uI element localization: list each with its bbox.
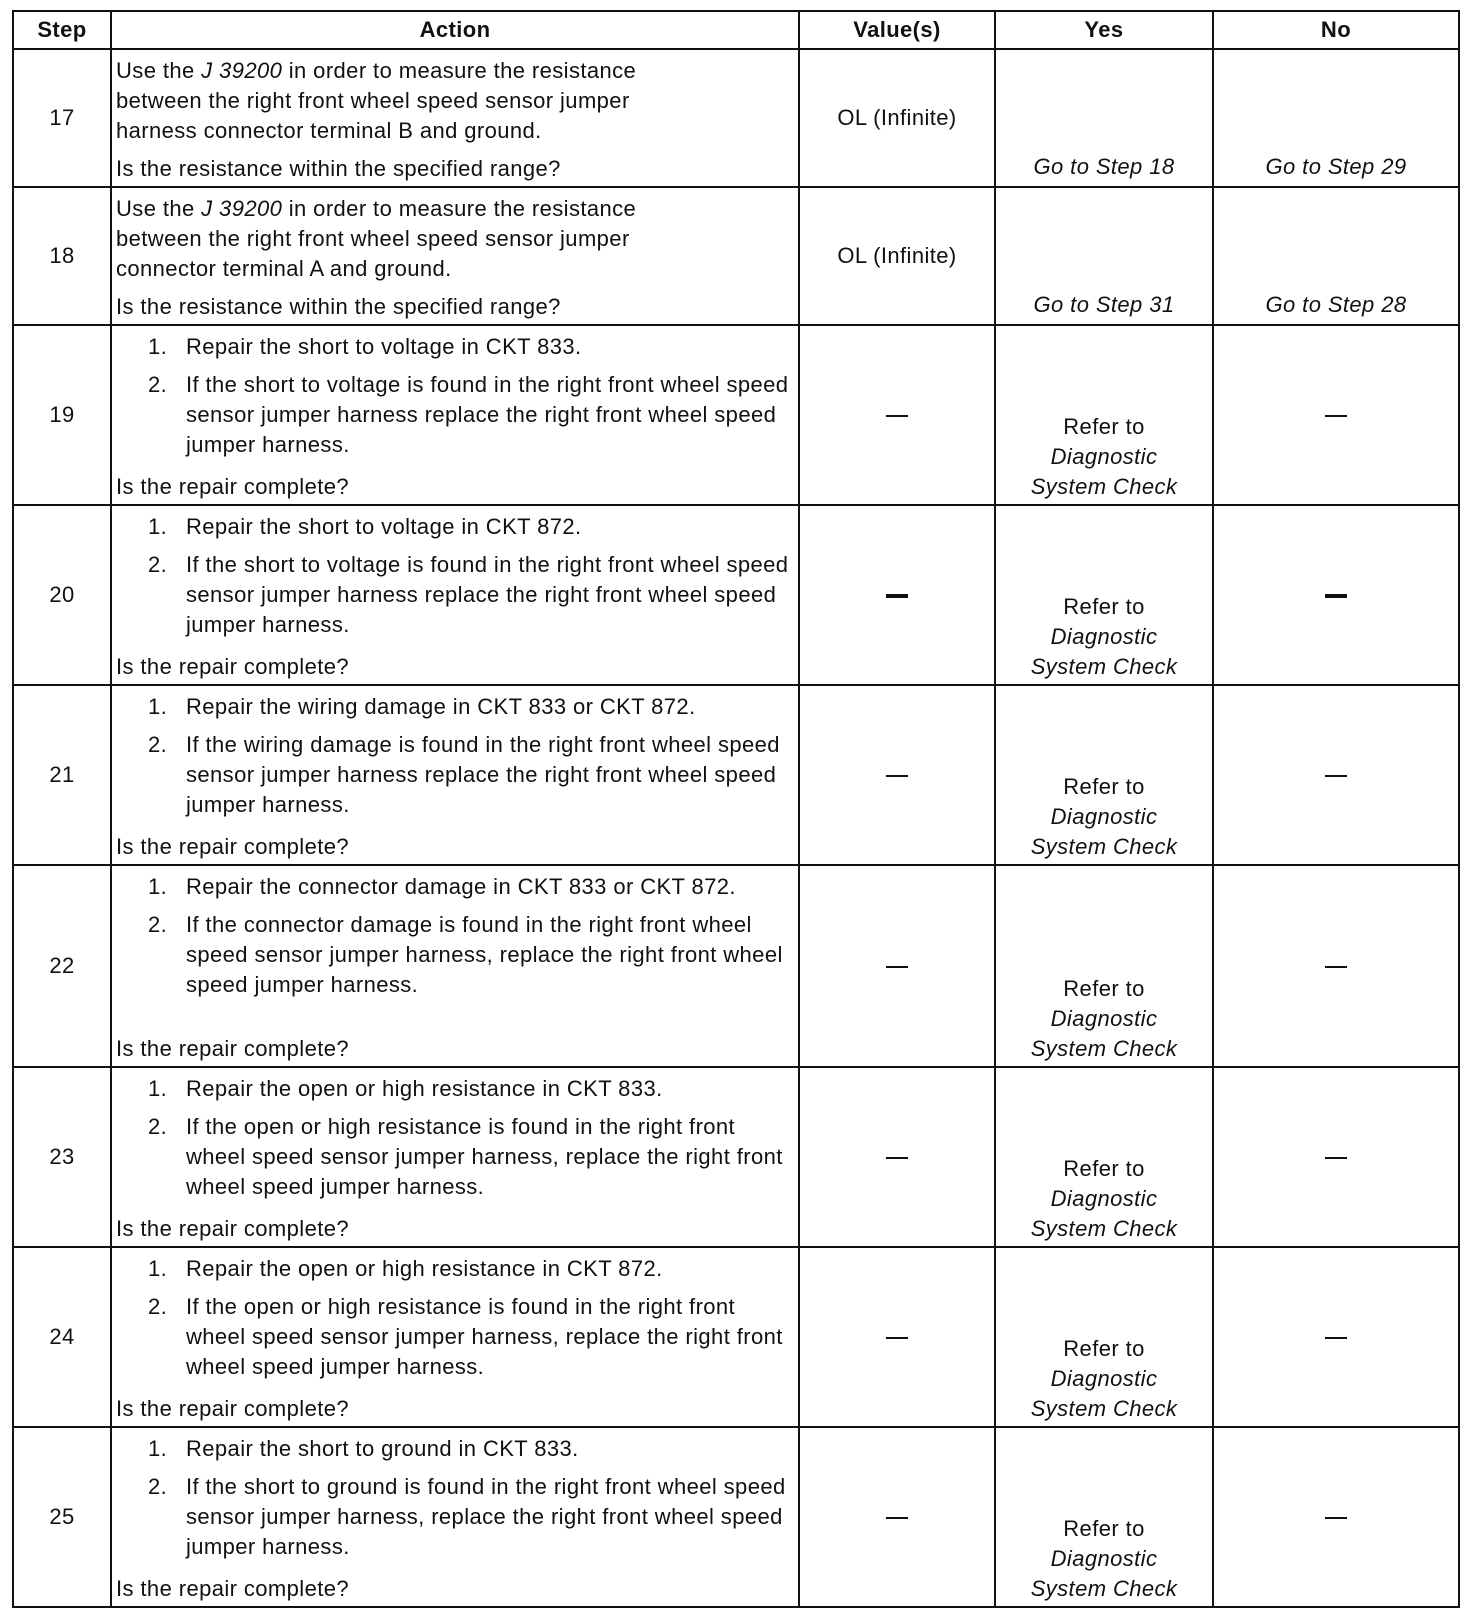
action-line: Use the J 39200 in order to measure the resistance	[116, 196, 637, 221]
table-row	[13, 1067, 1459, 1247]
value-cell	[799, 1427, 995, 1607]
yes-goto: Go to Step 18	[1033, 154, 1175, 179]
question-text: Is the resistance within the specified range?	[116, 294, 561, 319]
action-item: 2. If the wiring damage is found in the right front wheel speed sensor jumper harness replace the right front wheel speed jumper harness.	[148, 732, 780, 817]
action-line: between the right front wheel speed sensor jumper	[116, 88, 630, 113]
dash-mark	[886, 415, 908, 417]
step-number: 17	[13, 49, 111, 187]
step-number: 20	[13, 505, 111, 685]
value-cell	[799, 1247, 995, 1427]
no-cell	[1213, 49, 1459, 187]
table-row	[13, 187, 1459, 325]
action-line: harness connector terminal B and ground.	[116, 118, 542, 143]
no-cell	[1213, 685, 1459, 865]
dash-mark	[886, 594, 908, 598]
action-item: 1. Repair the short to voltage in CKT 833.	[148, 334, 582, 359]
dash-mark	[886, 1517, 908, 1519]
header-row	[13, 11, 1459, 49]
action-item: 2. If the short to voltage is found in the right front wheel speed sensor jumper harness replace the right front wheel speed jumper harness.	[148, 372, 789, 457]
value-cell	[799, 1067, 995, 1247]
question-text: Is the repair complete?	[116, 834, 349, 859]
action-line: Use the J 39200 in order to measure the resistance	[116, 58, 637, 83]
header-values: Value(s)	[799, 11, 995, 49]
header-action: Action	[111, 11, 799, 49]
yes-cell: Refer to Diagnostic System Check	[995, 685, 1213, 865]
yes-cell: Refer to Diagnostic System Check	[995, 505, 1213, 685]
step-number: 21	[13, 685, 111, 865]
action-line: connector terminal A and ground.	[116, 256, 452, 281]
yes-goto: Go to Step 31	[1033, 292, 1175, 317]
dash-mark	[1325, 966, 1347, 968]
no-goto: Go to Step 29	[1265, 154, 1407, 179]
diagnostic-table	[12, 10, 1460, 1608]
dash-mark	[886, 966, 908, 968]
value-cell	[799, 505, 995, 685]
no-cell	[1213, 505, 1459, 685]
table-row	[13, 1247, 1459, 1427]
action-item: 2. If the open or high resistance is found in the right front wheel speed sensor jumper harness, replace the right front wheel speed jumper harness.	[148, 1294, 783, 1379]
action-cell	[111, 49, 799, 187]
dash-mark	[1325, 594, 1347, 598]
action-item: 1. Repair the short to ground in CKT 833.	[148, 1436, 579, 1461]
yes-cell: Refer to Diagnostic System Check	[995, 865, 1213, 1067]
action-item: 1. Repair the connector damage in CKT 833 or CKT 872.	[148, 874, 736, 899]
action-line: between the right front wheel speed sensor jumper	[116, 226, 630, 251]
header-yes: Yes	[995, 11, 1213, 49]
yes-cell: Refer to Diagnostic System Check	[995, 1427, 1213, 1607]
action-cell	[111, 865, 799, 1067]
dash-mark	[1325, 1337, 1347, 1339]
step-number: 19	[13, 325, 111, 505]
question-text: Is the repair complete?	[116, 654, 349, 679]
dash-mark	[886, 775, 908, 777]
action-item: 2. If the open or high resistance is found in the right front wheel speed sensor jumper harness, replace the right front wheel speed jumper harness.	[148, 1114, 783, 1199]
action-item: 2. If the connector damage is found in the right front wheel speed sensor jumper harness, replace the right front wheel speed jumper harness.	[148, 912, 783, 997]
yes-cell: Refer to Diagnostic System Check	[995, 325, 1213, 505]
action-cell	[111, 325, 799, 505]
table-row	[13, 325, 1459, 505]
question-text: Is the repair complete?	[116, 1036, 349, 1061]
table-row	[13, 685, 1459, 865]
header-step: Step	[13, 11, 111, 49]
question-text: Is the repair complete?	[116, 474, 349, 499]
action-item: 1. Repair the short to voltage in CKT 872.	[148, 514, 582, 539]
action-cell	[111, 505, 799, 685]
dash-mark	[886, 1337, 908, 1339]
value-cell	[799, 325, 995, 505]
no-cell	[1213, 187, 1459, 325]
step-number: 22	[13, 865, 111, 1067]
question-text: Is the resistance within the specified range?	[116, 156, 561, 181]
no-cell	[1213, 325, 1459, 505]
header-no: No	[1213, 11, 1459, 49]
dash-mark	[1325, 775, 1347, 777]
action-item: 2. If the short to ground is found in the right front wheel speed sensor jumper harness, replace the right front wheel speed jumper harness.	[148, 1474, 786, 1559]
question-text: Is the repair complete?	[116, 1576, 349, 1601]
table-row	[13, 505, 1459, 685]
value-cell	[799, 865, 995, 1067]
dash-mark	[1325, 1517, 1347, 1519]
question-text: Is the repair complete?	[116, 1396, 349, 1421]
dash-mark	[1325, 1157, 1347, 1159]
step-number: 23	[13, 1067, 111, 1247]
step-number: 24	[13, 1247, 111, 1427]
dash-mark	[886, 1157, 908, 1159]
no-goto: Go to Step 28	[1265, 292, 1407, 317]
question-text: Is the repair complete?	[116, 1216, 349, 1241]
yes-cell	[995, 187, 1213, 325]
action-item: 1. Repair the open or high resistance in CKT 872.	[148, 1256, 663, 1281]
action-cell	[111, 187, 799, 325]
value-cell: OL (Infinite)	[799, 49, 995, 187]
table-row	[13, 1427, 1459, 1607]
tool-reference: J 39200	[201, 58, 283, 83]
action-item: 1. Repair the wiring damage in CKT 833 or CKT 872.	[148, 694, 696, 719]
action-cell	[111, 1247, 799, 1427]
table-row	[13, 49, 1459, 187]
no-cell	[1213, 865, 1459, 1067]
step-number: 25	[13, 1427, 111, 1607]
yes-cell	[995, 49, 1213, 187]
yes-cell: Refer to Diagnostic System Check	[995, 1067, 1213, 1247]
action-cell	[111, 685, 799, 865]
table-row	[13, 865, 1459, 1067]
action-item: 1. Repair the open or high resistance in CKT 833.	[148, 1076, 663, 1101]
step-number: 18	[13, 187, 111, 325]
dash-mark	[1325, 415, 1347, 417]
no-cell	[1213, 1427, 1459, 1607]
action-cell	[111, 1427, 799, 1607]
no-cell	[1213, 1247, 1459, 1427]
yes-cell: Refer to Diagnostic System Check	[995, 1247, 1213, 1427]
no-cell	[1213, 1067, 1459, 1247]
value-cell	[799, 685, 995, 865]
value-cell: OL (Infinite)	[799, 187, 995, 325]
action-item: 2. If the short to voltage is found in the right front wheel speed sensor jumper harness replace the right front wheel speed jumper harness.	[148, 552, 789, 637]
tool-reference: J 39200	[201, 196, 283, 221]
action-cell	[111, 1067, 799, 1247]
